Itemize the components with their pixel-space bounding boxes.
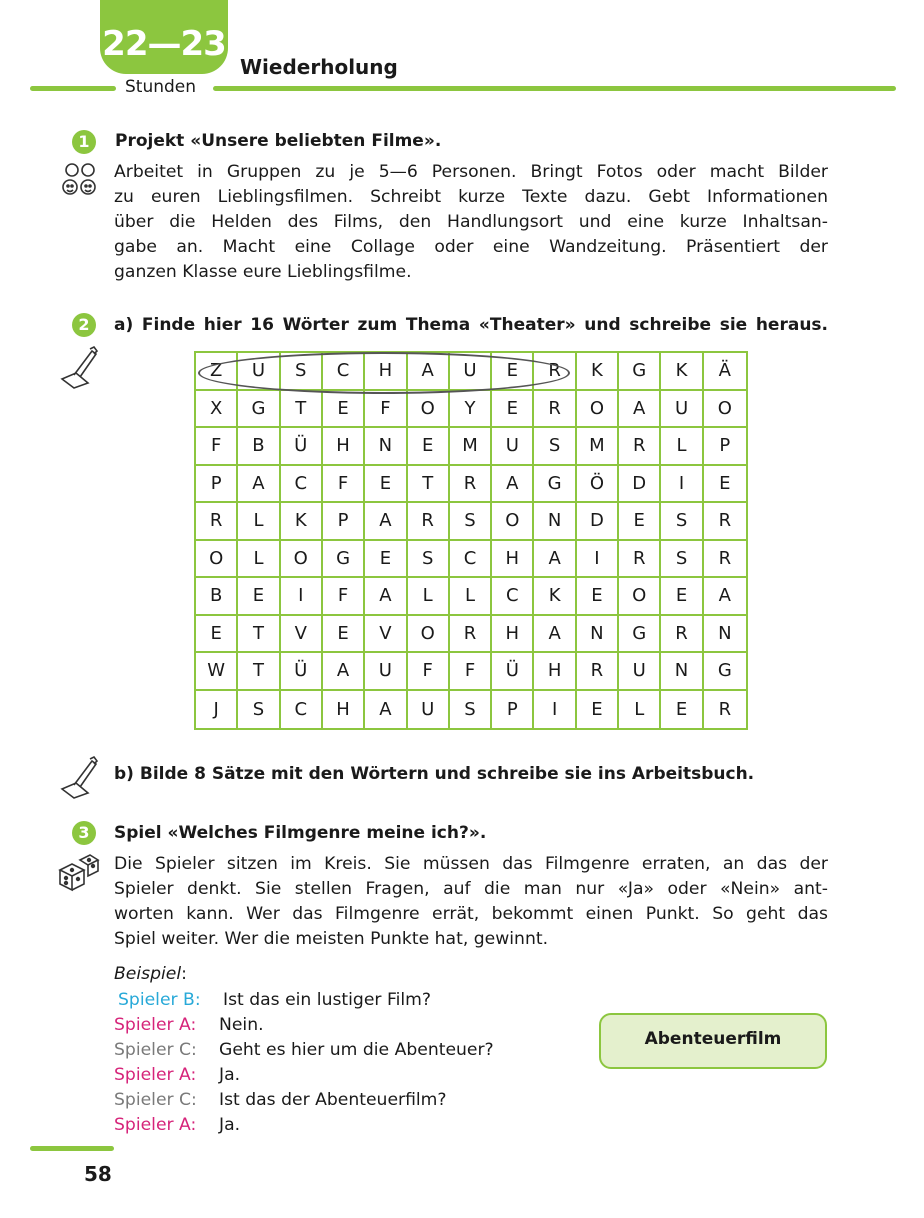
grid-cell: V	[281, 616, 323, 654]
grid-cell: R	[704, 541, 746, 579]
grid-cell: G	[704, 653, 746, 691]
grid-cell: B	[238, 428, 280, 466]
grid-cell: E	[577, 578, 619, 616]
grid-cell: F	[365, 391, 407, 429]
dialogue-line	[114, 1088, 494, 1113]
dialogue-text: Nein.	[219, 1015, 264, 1035]
grid-cell: C	[450, 541, 492, 579]
dialogue-line	[114, 1113, 494, 1138]
task-3-text	[114, 852, 828, 952]
grid-cell: H	[492, 616, 534, 654]
grid-cell: N	[365, 428, 407, 466]
grid-cell: T	[238, 616, 280, 654]
task-3-number: 3	[72, 821, 96, 845]
grid-cell: E	[238, 578, 280, 616]
grid-cell: S	[408, 541, 450, 579]
grid-cell: Ä	[704, 353, 746, 391]
grid-cell: E	[577, 691, 619, 729]
task-1-line: Arbeitet in Gruppen zu je 5—6 Personen. Bringt Fotos oder macht Bilder	[114, 162, 828, 182]
word-search-grid	[194, 351, 748, 730]
group-work-icon	[58, 160, 102, 198]
grid-cell: A	[365, 503, 407, 541]
grid-cell: R	[619, 428, 661, 466]
dialogue-line	[114, 1013, 494, 1038]
grid-cell: E	[619, 503, 661, 541]
grid-cell: I	[661, 466, 703, 504]
task-1-text	[114, 160, 828, 285]
grid-cell: E	[196, 616, 238, 654]
grid-cell: S	[534, 428, 576, 466]
grid-cell: R	[450, 466, 492, 504]
grid-cell: S	[661, 541, 703, 579]
grid-cell: A	[323, 653, 365, 691]
grid-cell: N	[577, 616, 619, 654]
grid-cell: I	[534, 691, 576, 729]
task-1-number: 1	[72, 130, 96, 154]
task-1-line: über die Helden des Films, den Handlungsort und eine kurze Inhaltsan-	[114, 212, 828, 232]
writing-hand-icon	[58, 345, 100, 389]
grid-cell: M	[450, 428, 492, 466]
grid-cell: K	[281, 503, 323, 541]
dialogue-text: Geht es hier um die Abenteuer?	[219, 1040, 494, 1060]
task-1-line: ganzen Klasse eure Lieblingsfilme.	[114, 262, 412, 282]
example-label-text: Beispiel	[114, 964, 182, 984]
grid-cell: R	[534, 391, 576, 429]
grid-cell: F	[323, 466, 365, 504]
grid-cell: I	[281, 578, 323, 616]
grid-cell: Z	[196, 353, 238, 391]
dialogue-line	[114, 1038, 494, 1063]
dialogue-text: Ist das ein lustiger Film?	[223, 990, 431, 1010]
grid-cell: O	[704, 391, 746, 429]
grid-cell: L	[408, 578, 450, 616]
grid-cell: K	[534, 578, 576, 616]
dialogue-text: Ist das der Abenteuerfilm?	[219, 1090, 447, 1110]
lesson-numbers: 22—23	[102, 24, 226, 64]
grid-cell: H	[534, 653, 576, 691]
footer-rule	[30, 1146, 114, 1151]
dice-icon	[56, 852, 100, 892]
grid-cell: V	[365, 616, 407, 654]
grid-cell: E	[408, 428, 450, 466]
grid-cell: X	[196, 391, 238, 429]
grid-cell: P	[323, 503, 365, 541]
grid-cell: E	[492, 353, 534, 391]
grid-cell: R	[619, 541, 661, 579]
grid-cell: C	[281, 466, 323, 504]
task-1-line: gabe an. Macht eine Collage oder eine Wandzeitung. Präsentiert der	[114, 237, 828, 257]
grid-cell: R	[534, 353, 576, 391]
dialogue-line	[114, 988, 494, 1013]
grid-cell: S	[281, 353, 323, 391]
task-2b-heading: b) Bilde 8 Sätze mit den Wörtern und schreibe sie ins Arbeitsbuch.	[114, 764, 755, 784]
grid-cell: S	[238, 691, 280, 729]
grid-cell: S	[450, 503, 492, 541]
dialogue-line	[114, 1063, 494, 1088]
task-2-number: 2	[72, 313, 96, 337]
grid-cell: G	[238, 391, 280, 429]
grid-cell: R	[450, 616, 492, 654]
speaker-label: Spieler B:	[118, 990, 201, 1010]
grid-cell: E	[661, 578, 703, 616]
grid-cell: R	[661, 616, 703, 654]
grid-cell: F	[408, 653, 450, 691]
grid-cell: H	[492, 541, 534, 579]
grid-cell: O	[196, 541, 238, 579]
grid-cell: N	[534, 503, 576, 541]
grid-cell: F	[450, 653, 492, 691]
grid-cell: Ü	[281, 428, 323, 466]
grid-cell: U	[450, 353, 492, 391]
header-rule-left	[30, 86, 116, 91]
grid-cell: B	[196, 578, 238, 616]
task-1-line: zu euren Lieblingsfilmen. Schreibt kurze Texte dazu. Gebt Informationen	[114, 187, 828, 207]
grid-cell: R	[718, 698, 732, 720]
grid-cell: G	[619, 616, 661, 654]
grid-cell: Ü	[281, 653, 323, 691]
grid-cell: A	[238, 466, 280, 504]
grid-cell: A	[534, 541, 576, 579]
page-title: Wiederholung	[240, 55, 398, 79]
grid-cell: L	[238, 541, 280, 579]
grid-cell: A	[365, 578, 407, 616]
grid-cell: O	[408, 616, 450, 654]
grid-cell: T	[238, 653, 280, 691]
dialogue-text: Ja.	[219, 1115, 241, 1135]
example-dialogue	[114, 988, 494, 1138]
speaker-label: Spieler C:	[114, 1040, 197, 1060]
grid-cell: G	[323, 541, 365, 579]
grid-cell: C	[492, 578, 534, 616]
grid-cell: F	[196, 428, 238, 466]
grid-cell: A	[492, 466, 534, 504]
grid-cell: L	[238, 503, 280, 541]
grid-cell: R	[577, 653, 619, 691]
task-3-line: Spiel weiter. Wer die meisten Punkte hat, gewinnt.	[114, 929, 549, 949]
grid-cell: U	[661, 391, 703, 429]
grid-cell: E	[323, 391, 365, 429]
grid-cell: A	[534, 616, 576, 654]
grid-cell: J	[196, 691, 238, 729]
grid-cell: Y	[450, 391, 492, 429]
grid-cell: T	[408, 466, 450, 504]
speaker-label: Spieler A:	[114, 1115, 197, 1135]
task-1-heading: Projekt «Unsere beliebten Filme».	[115, 131, 442, 151]
grid-cell: C	[323, 353, 365, 391]
grid-cell: S	[661, 503, 703, 541]
dialogue-text: Ja.	[219, 1065, 241, 1085]
grid-cell: F	[323, 578, 365, 616]
answer-box: Abenteuerfilm	[599, 1013, 827, 1069]
grid-cell: A	[408, 353, 450, 391]
task-2a-heading: a) Finde hier 16 Wörter zum Thema «Theater» und schreibe sie heraus.	[114, 315, 828, 335]
speaker-label: Spieler A:	[114, 1065, 197, 1085]
grid-cell: K	[661, 353, 703, 391]
grid-cell: L	[619, 691, 661, 729]
grid-cell: T	[281, 391, 323, 429]
grid-cell: Ö	[577, 466, 619, 504]
grid-cell: M	[577, 428, 619, 466]
grid-cell: O	[281, 541, 323, 579]
grid-cell: P	[704, 428, 746, 466]
speaker-label: Spieler A:	[114, 1015, 197, 1035]
grid-cell: E	[323, 616, 365, 654]
grid-cell: E	[365, 541, 407, 579]
task-3-line: Die Spieler sitzen im Kreis. Sie müssen das Filmgenre erraten, an das der	[114, 854, 828, 874]
grid-cell: R	[704, 503, 746, 541]
writing-hand-icon	[58, 755, 100, 799]
grid-cell: G	[534, 466, 576, 504]
page-number: 58	[84, 1162, 112, 1186]
grid-cell: H	[365, 353, 407, 391]
grid-cell: E	[365, 466, 407, 504]
speaker-label: Spieler C:	[114, 1090, 197, 1110]
stunden-label: Stunden	[125, 77, 197, 97]
example-word-circle	[198, 352, 570, 394]
grid-cell: E	[704, 466, 746, 504]
grid-cell: L	[450, 578, 492, 616]
grid-cell: U	[619, 653, 661, 691]
example-label: Beispiel:	[114, 964, 187, 984]
grid-cell: G	[619, 353, 661, 391]
grid-cell: O	[492, 503, 534, 541]
grid-cell: I	[577, 541, 619, 579]
grid-cell: U	[365, 653, 407, 691]
grid-cell: C	[281, 691, 323, 729]
grid-cell: P	[492, 691, 534, 729]
grid-cell: O	[408, 391, 450, 429]
grid-cell: R	[408, 503, 450, 541]
grid-cell: A	[365, 691, 407, 729]
header-rule-right	[213, 86, 896, 91]
grid-cell: K	[577, 353, 619, 391]
grid-cell: N	[704, 616, 746, 654]
grid-cell: A	[619, 391, 661, 429]
grid-cell: A	[704, 578, 746, 616]
grid-cell: H	[323, 428, 365, 466]
grid-cell: E	[492, 391, 534, 429]
grid-cell: D	[619, 466, 661, 504]
task-3-heading: Spiel «Welches Filmgenre meine ich?».	[114, 823, 487, 843]
grid-cell: N	[661, 653, 703, 691]
task-3-line: worten kann. Wer das Filmgenre errät, bekommt einen Punkt. So geht das	[114, 904, 828, 924]
grid-cell: U	[238, 353, 280, 391]
grid-cell: H	[323, 691, 365, 729]
task-3-line: Spieler denkt. Sie stellen Fragen, auf die man nur «Ja» oder «Nein» ant-	[114, 879, 828, 899]
grid-cell: R	[196, 503, 238, 541]
grid-cell: U	[408, 691, 450, 729]
grid-cell: P	[196, 466, 238, 504]
grid-cell: E	[661, 691, 703, 729]
grid-cell: U	[492, 428, 534, 466]
grid-cell: S	[450, 691, 492, 729]
grid-cell: O	[619, 578, 661, 616]
grid-cell: O	[577, 391, 619, 429]
grid-cell: D	[577, 503, 619, 541]
grid-cell: L	[661, 428, 703, 466]
grid-cell: Ü	[492, 653, 534, 691]
grid-cell: W	[196, 653, 238, 691]
